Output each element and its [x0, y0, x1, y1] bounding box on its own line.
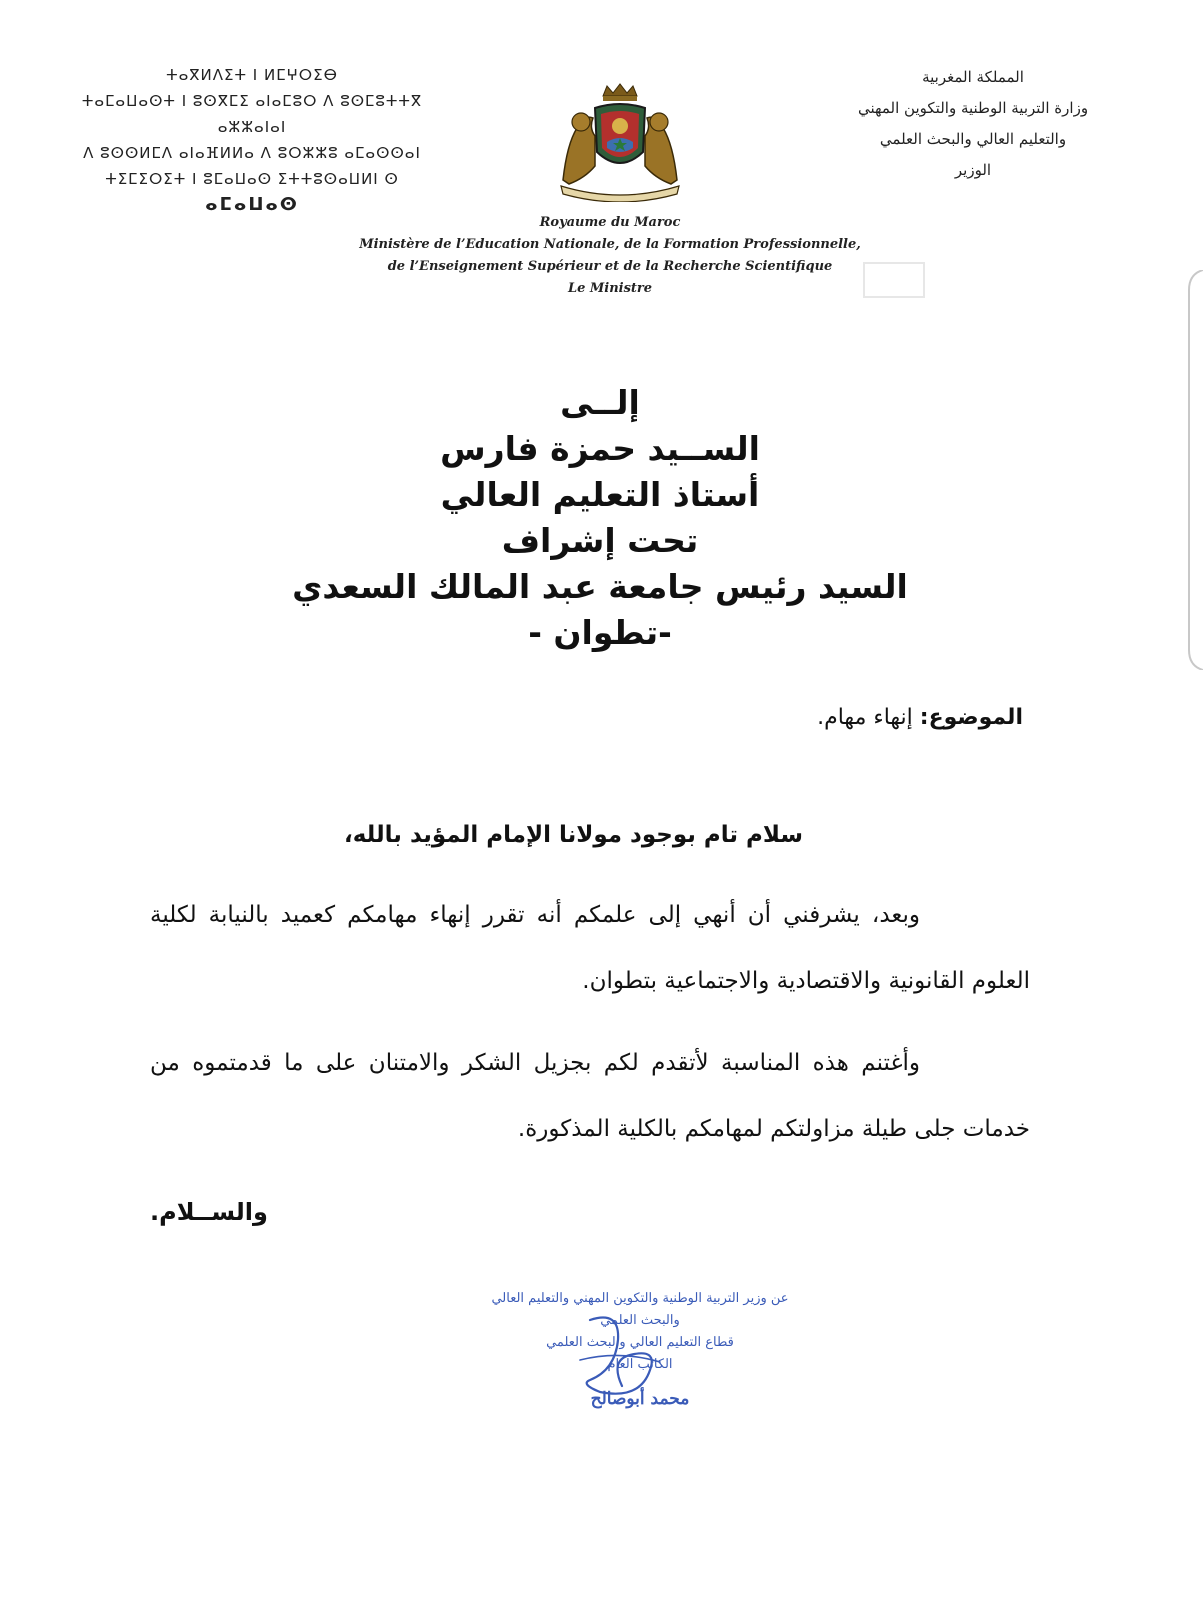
- paragraph-text: وبعد، يشرفني أن أنهي إلى علمكم أنه تقرر إنهاء مهامكم كعميد بالنيابة لكلية العلوم القانونية والاقتصادية والاجتماعية بتطوان.: [150, 902, 1030, 994]
- paragraph-text: وأغتنم هذه المناسبة لأتقدم لكم بجزيل الشكر والامتنان على ما قدمتموه من خدمات جلى طيلة مزاولتكم لمهامكم بالكلية المذكورة.: [150, 1050, 1030, 1142]
- letterhead-french: [300, 212, 920, 300]
- address-university-president: السيد رئيس جامعة عبد المالك السعدي: [292, 567, 908, 606]
- stamp-line: قطاع التعليم العالي والبحث العلمي: [546, 1335, 734, 1350]
- letterhead-country-fr: Royaume du Maroc: [539, 215, 681, 230]
- page-edge-shadow: [1179, 270, 1203, 670]
- letterhead-minister-fr: Le Ministre: [567, 281, 653, 296]
- address-city: -تطوان -: [528, 613, 672, 652]
- letterhead-arabic: [823, 62, 1123, 186]
- letterhead-tifinagh: [52, 62, 452, 218]
- recipient-address: [200, 380, 1000, 656]
- stamp-line: عن وزير التربية الوطنية والتكوين المهني والتعليم العالي: [491, 1291, 789, 1306]
- letterhead-minister: الوزير: [954, 161, 992, 179]
- body-paragraph: [150, 1030, 1030, 1162]
- bleed-through-mark: [860, 255, 930, 305]
- tifinagh-line: ⴷ ⵓⵙⵙⵍⵎⴷ ⴰⵏⴰⴼⵍⵍⴰ ⴷ ⵓⵔⵣⵣⵓ ⴰⵎⴰⵙⵙⴰⵏ: [83, 144, 421, 162]
- tifinagh-line: ⴰⵎⴰⵡⴰⵙ: [205, 194, 299, 215]
- letterhead-ministry: وزارة التربية الوطنية والتكوين المهني: [857, 99, 1089, 117]
- subject-label: الموضوع:: [919, 705, 1023, 730]
- subject-line: [817, 705, 1023, 730]
- letterhead-ministry-continued: والتعليم العالي والبحث العلمي: [879, 130, 1067, 148]
- coat-of-arms-icon: [555, 82, 685, 202]
- address-recipient-title: أستاذ التعليم العالي: [440, 475, 760, 514]
- stamp-line: الكاتب العام: [607, 1357, 673, 1372]
- tifinagh-line: ⵜⴰⴳⵍⴷⵉⵜ ⵏ ⵍⵎⵖⵔⵉⴱ: [166, 66, 338, 84]
- letterhead-country: المملكة المغربية: [922, 68, 1024, 86]
- address-to: إلــى: [560, 383, 640, 422]
- signatory-name: محمد أبوصالح: [590, 1389, 690, 1409]
- signature-stamp: [450, 1288, 830, 1410]
- subject-text: إنهاء مهام.: [817, 705, 920, 730]
- closing: والســلام.: [150, 1198, 268, 1226]
- tifinagh-line: ⵜⴰⵎⴰⵡⴰⵙⵜ ⵏ ⵓⵙⴳⵎⵉ ⴰⵏⴰⵎⵓⵔ ⴷ ⵓⵙⵎⵓⵜⵜⴳ ⴰⵣⵣⴰⵏⴰⵏ: [81, 92, 423, 136]
- tifinagh-line: ⵜⵉⵎⵉⵔⵉⵜ ⵏ ⵓⵎⴰⵡⴰⵙ ⵉⵜⵜⵓⵙⴰⵡⵍⵏ ⵙ: [105, 170, 399, 188]
- letterhead-ministry-fr-continued: de l’Enseignement Supérieur et de la Recherche Scientifique: [387, 259, 833, 274]
- address-recipient-name: الســيد حمزة فارس: [440, 429, 760, 468]
- letterhead-ministry-fr: Ministère de l’Education Nationale, de la Formation Professionnelle,: [359, 237, 861, 252]
- address-under-supervision: تحت إشراف: [501, 521, 699, 560]
- body-paragraph: [150, 882, 1030, 1014]
- stamp-line: والبحث العلمي: [600, 1313, 680, 1328]
- greeting: سلام تام بوجود مولانا الإمام المؤيد بالله،: [343, 822, 803, 848]
